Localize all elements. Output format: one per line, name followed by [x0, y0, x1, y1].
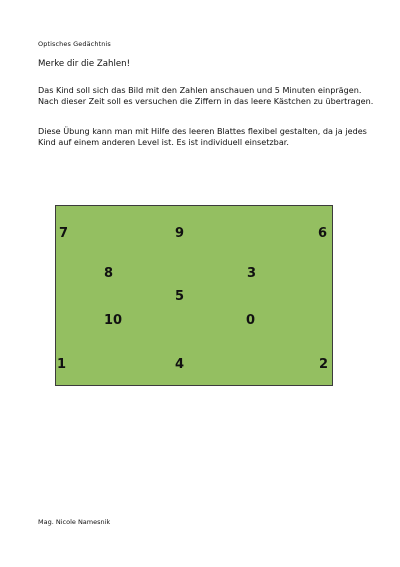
document-header: Optisches Gedächtnis	[38, 40, 111, 48]
number-upper-right: 3	[247, 266, 257, 281]
number-bottom-center: 4	[175, 357, 185, 372]
number-top-center: 9	[175, 226, 185, 241]
number-lower-right: 0	[246, 313, 256, 328]
author-footer: Mag. Nicole Namesnik	[38, 518, 111, 526]
number-top-right: 6	[318, 226, 328, 241]
number-bottom-left: 1	[57, 357, 67, 372]
number-lower-left: 10	[104, 313, 123, 328]
number-top-left: 7	[59, 226, 69, 241]
number-board	[55, 205, 333, 386]
number-center: 5	[175, 289, 185, 304]
number-bottom-right: 2	[319, 357, 329, 372]
instruction-paragraph: Das Kind soll sich das Bild mit den Zahlen anschauen und 5 Minuten einprägen. Nach dieser Zeit soll es versuchen die Ziffern in das leere Kästchen zu übertragen.	[38, 85, 374, 106]
exercise-heading: Merke dir die Zahlen!	[38, 59, 131, 69]
number-upper-left: 8	[104, 266, 114, 281]
usage-paragraph: Diese Übung kann man mit Hilfe des leeren Blattes flexibel gestalten, da ja jedes Kind auf einem anderen Level ist. Es ist individuell einsetzbar.	[38, 126, 367, 147]
